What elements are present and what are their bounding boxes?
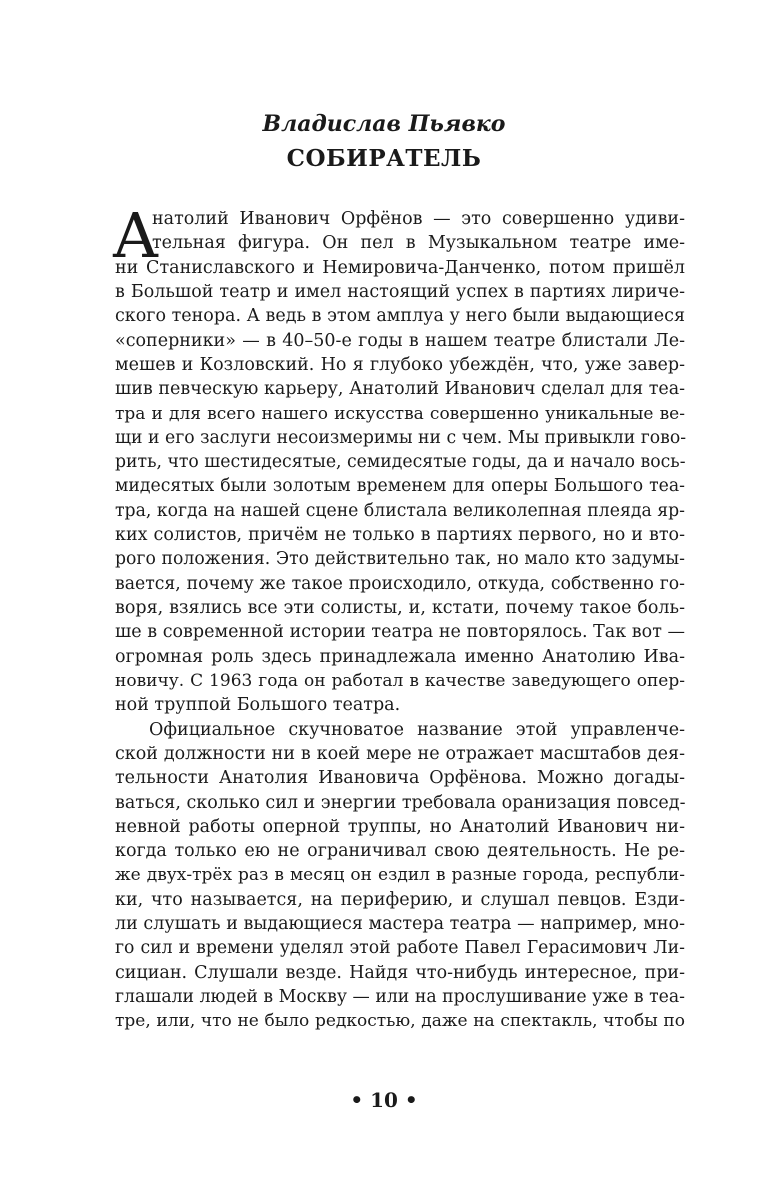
text-line: сициан. Слушали везде. Найдя что-нибудь интересное, при- <box>115 962 685 983</box>
text-line: когда только ею не ограничивал свою деятельность. Не ре- <box>115 841 685 862</box>
text-line: рого положения. Это действительно так, но мало кто задумы- <box>115 549 685 570</box>
text-line: огромная роль здесь принадлежала именно Анатолию Ива- <box>115 646 685 667</box>
text-line: вается, почему же такое происходило, откуда, собственно го- <box>115 573 685 594</box>
text-line: шив певческую карьеру, Анатолий Иванович сделал для теа- <box>115 379 686 400</box>
chapter-title: СОБИРАТЕЛЬ <box>286 145 482 172</box>
text-line: мешев и Козловский. Но я глубоко убеждён, что, уже завер- <box>115 354 685 375</box>
text-line: мидесятых были золотым временем для оперы Большого теа- <box>115 476 685 497</box>
text-line: воря, взялись все эти солисты, и, кстати, почему такое боль- <box>115 598 685 618</box>
page-number: • 10 • <box>350 1088 418 1112</box>
body-text <box>112 199 687 1034</box>
text-line: ни Станиславского и Немировича-Данченко, потом пришёл <box>115 257 685 278</box>
text-line: в Большой театр и имел настоящий успех в партиях лириче- <box>115 281 685 302</box>
text-line: рить, что шестидесятые, семидесятые годы, да и начало вось- <box>115 452 686 473</box>
text-line: тре, или, что не было редкостью, даже на спектакль, чтобы по <box>115 1011 685 1032</box>
text-line: ких солистов, причём не только в партиях первого, но и вто- <box>115 525 685 546</box>
text-line: щи и его заслуги несоизмеримы ни с чем. Мы привыкли гово- <box>115 427 687 448</box>
text-line: ского тенора. А ведь в этом амплуа у него были выдающиеся <box>115 306 685 327</box>
text-line: тельная фигура. Он пел в Музыкальном театре име- <box>152 233 685 254</box>
text-line: новичу. С 1963 года он работал в качестве заведующего опер- <box>115 670 685 691</box>
text-line: Официальное скучноватое название этой управленче- <box>149 719 685 740</box>
text-line: ше в современной истории театра не повторялось. Так вот — <box>115 622 685 643</box>
text-line: невной работы оперной труппы, но Анатолий Иванович ни- <box>115 816 685 837</box>
text-line: же двух-трёх раз в месяц он ездил в разные города, республи- <box>115 865 685 886</box>
text-line: ки, что называется, на периферию, и слушал певцов. Езди- <box>115 889 685 910</box>
text-line: тра, когда на нашей сцене блистала великолепная плеяда яр- <box>115 500 685 521</box>
text-line: тельности Анатолия Ивановича Орфёнова. Можно догады- <box>115 768 685 789</box>
text-line: ской должности ни в коей мере не отражает масштабов дея- <box>115 743 685 764</box>
text-line: ной труппой Большого театра. <box>115 695 401 716</box>
author-name: Владислав Пьявко <box>262 111 506 137</box>
text-line: «соперники» — в 40–50-е годы в нашем театре блистали Ле- <box>115 330 685 351</box>
text-line: ли слушать и выдающиеся мастера театра — например, мно- <box>115 914 685 935</box>
text-line: глашали людей в Москву — или на прослушивание уже в теа- <box>115 987 685 1007</box>
drop-cap: А <box>112 199 159 272</box>
text-line: го сил и времени уделял этой работе Павел Герасимович Ли- <box>115 938 685 959</box>
text-line: ваться, сколько сил и энергии требовала оранизация повсед- <box>115 792 686 813</box>
text-line: тра и для всего нашего искусства совершенно уникальные ве- <box>115 403 685 424</box>
text-line-content: натолий Иванович Орфёнов — это совершенно удиви- <box>152 209 685 229</box>
